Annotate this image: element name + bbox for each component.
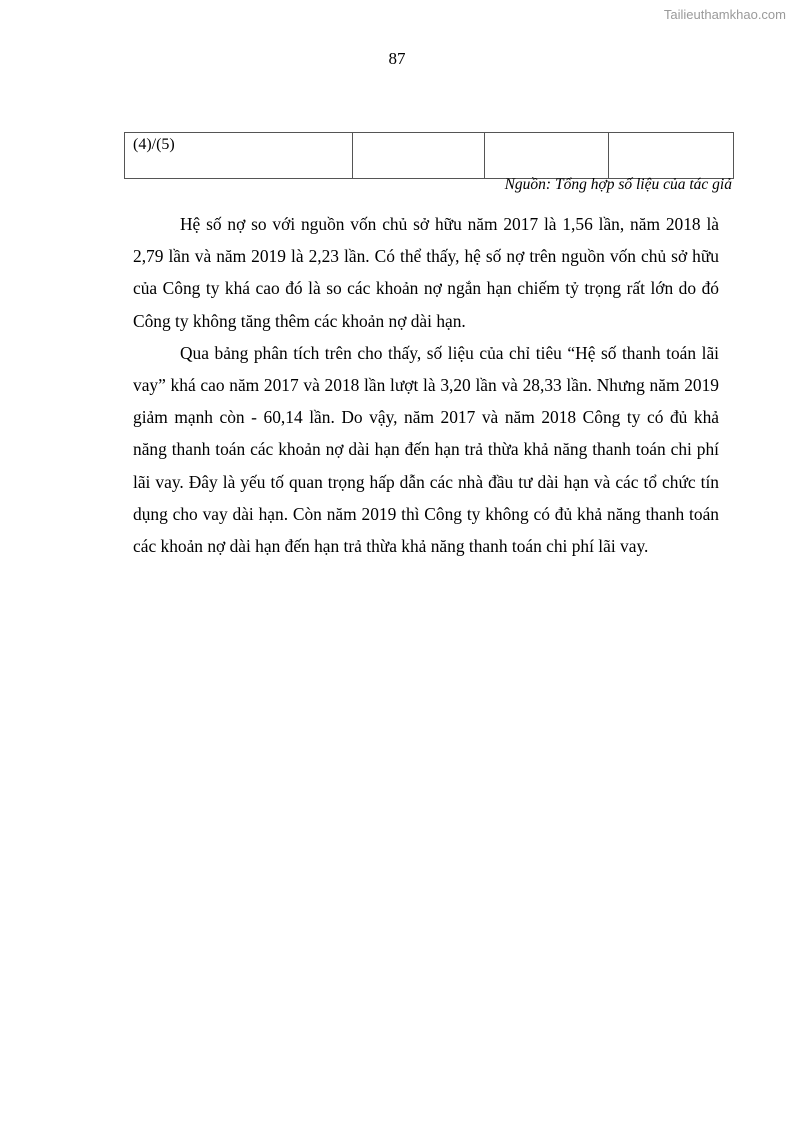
table-cell bbox=[353, 133, 485, 179]
table-fragment bbox=[124, 132, 733, 179]
page-number: 87 bbox=[388, 49, 406, 68]
table-source-note: Nguồn: Tổng hợp số liệu của tác giả bbox=[504, 176, 732, 193]
table-cell-label: (4)/(5) bbox=[125, 133, 353, 179]
body-text bbox=[133, 208, 719, 562]
paragraph-interest-coverage: Qua bảng phân tích trên cho thấy, số liệu của chỉ tiêu “Hệ số thanh toán lãi vay” khá cao năm 2017 và 2018 lần lượt là 3,20 lần và 28,33 lần. Nhưng năm 2019 giảm mạnh còn - 60,14 lần. Do vậy, năm 2017 và năm 2018 Công ty có đủ khả năng thanh toán các khoản nợ dài hạn đến hạn trả thừa khả năng thanh toán chi phí lãi vay. Đây là yếu tố quan trọng hấp dẫn các nhà đầu tư dài hạn và các tổ chức tín dụng cho vay dài hạn. Còn năm 2019 thì Công ty không có đủ khả năng thanh toán các khoản nợ dài hạn đến hạn trả thừa khả năng thanh toán chi phí lãi vay. bbox=[133, 342, 719, 557]
table-cell bbox=[609, 133, 734, 179]
table-row bbox=[125, 133, 734, 179]
watermark: Tailieuthamkhao.com bbox=[663, 7, 786, 22]
data-table bbox=[124, 132, 734, 179]
paragraph-debt-ratio: Hệ số nợ so với nguồn vốn chủ sở hữu năm 2017 là 1,56 lần, năm 2018 là 2,79 lần và năm 2019 là 2,23 lần. Có thể thấy, hệ số nợ trên nguồn vốn chủ sở hữu của Công ty khá cao đó là so các khoản nợ ngắn hạn chiếm tỷ trọng rất lớn do đó Công ty không tăng thêm các khoản nợ dài hạn. bbox=[133, 214, 719, 331]
table-cell bbox=[485, 133, 609, 179]
